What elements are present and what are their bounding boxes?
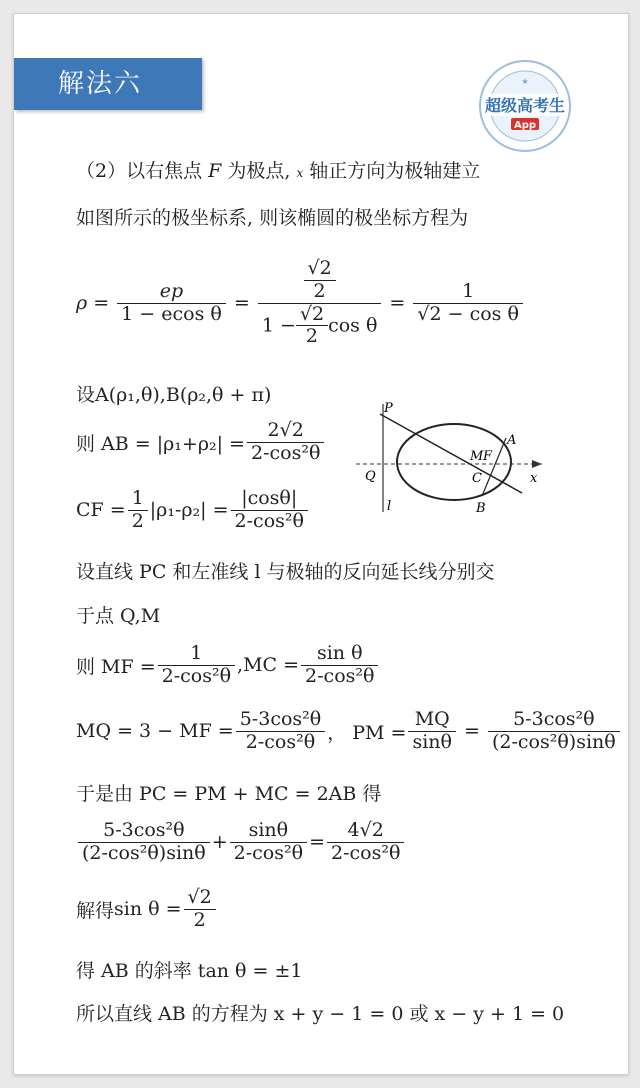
cf-length: CF = $\frac{1}{2}$ |ρ₁-ρ₂| = $\frac{|\cos\theta|}{\text{2-cos²θ}}$ <box>76 488 310 533</box>
line-1: （2）以右焦点 F 为极点, x 轴正方向为极轴建立 <box>76 160 481 182</box>
key-equation: $\frac{\text{5-3cos²θ}}{\text{(2-cos²θ)sinθ}}$ + $\frac{\sin\theta}{\text{2-cos²θ}}$ = $\frac{4√2}{\text{2-cos²θ}}$ <box>76 820 406 865</box>
svg-text:★: ★ <box>521 77 529 86</box>
label-l: l <box>387 499 392 514</box>
line-2: 如图所示的极坐标系, 则该椭圆的极坐标方程为 <box>76 207 469 229</box>
label-M: M <box>470 449 484 464</box>
label-F: F <box>483 449 493 464</box>
thus-line: 于是由 PC = PM + MC = 2AB 得 <box>76 783 382 805</box>
label-Q: Q <box>365 469 376 484</box>
label-C: C <box>472 471 482 486</box>
mf-mc: 则 MF = $\frac{1}{\text{2-cos²θ}}$ ,MC = $\frac{\text{sin θ}}{\text{2-cos²θ}}$ <box>76 643 380 688</box>
set-ab: 设A(ρ₁,θ),B(ρ₂,θ + π) <box>76 384 272 406</box>
ellipse-diagram <box>356 398 546 523</box>
mq-pm: MQ = 3 − MF = $\frac{\text{5-3cos²θ}}{\text{2-cos²θ}}$ ， PM = $\frac{MQ}{\sin\theta}$ = $\frac{\text{5-3cos²θ}}{\text{(2-cos²θ)sinθ}}$ <box>76 709 622 754</box>
ab-length: 则 AB = |ρ₁+ρ₂| = $\frac{2√2}{\text{2-cos²θ}}$ <box>76 420 326 465</box>
label-P: P <box>384 401 393 416</box>
polar-equation: ρ = $\frac{ep}{\text{1 − ecos θ}}$ = $\frac{√2}{2}$ 1 − $\frac{√2}{2}$ cos θ = $\frac{1}{\text{√2 − cos θ}}$ <box>76 248 525 358</box>
slope-line: 得 AB 的斜率 tan θ = ±1 <box>76 960 303 982</box>
label-B: B <box>476 501 486 516</box>
section-banner: 解法六 <box>14 58 202 110</box>
label-A: A <box>507 433 517 448</box>
final-line: 所以直线 AB 的方程为 x + y − 1 = 0 或 x − y + 1 = 0 <box>76 1003 565 1025</box>
label-x: x <box>530 471 538 486</box>
solve-line: 解得 sin θ = $\frac{√2}{2}$ <box>76 887 218 932</box>
pc-line: 设直线 PC 和左准线 l 与极轴的反向延长线分别交 <box>76 561 495 583</box>
qm-line: 于点 Q,M <box>76 605 161 627</box>
logo-sub: App <box>513 120 537 131</box>
logo-text: 超级高考生 <box>484 96 566 115</box>
